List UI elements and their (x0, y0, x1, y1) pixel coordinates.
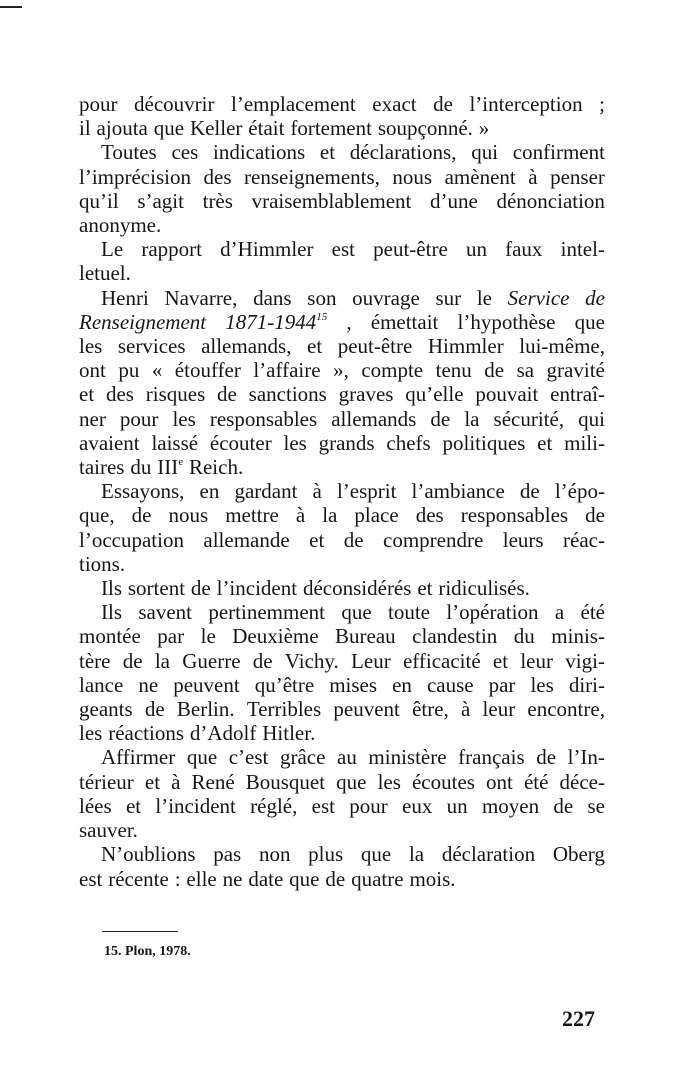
text-line (79, 770, 605, 794)
word: été (523, 769, 549, 794)
word: letuel. (79, 261, 131, 286)
word: récente (108, 866, 169, 891)
word: et (144, 769, 161, 794)
word: Deuxième (232, 624, 319, 649)
word: à (295, 503, 306, 528)
word: leurs (502, 527, 544, 552)
text-line (79, 286, 605, 310)
word: compte (361, 358, 424, 383)
word: Essayons, (101, 479, 185, 504)
text-line (79, 624, 605, 648)
word: Service (507, 285, 570, 310)
word: Hitler. (262, 721, 316, 746)
word: vigi- (565, 648, 605, 673)
word: sanctions (248, 382, 327, 407)
word: et (492, 648, 509, 673)
text-line (79, 528, 605, 552)
word: que (341, 600, 372, 625)
word: de (536, 745, 557, 770)
word: peuvent (173, 672, 240, 697)
word: térieur (79, 769, 134, 794)
word: de (252, 648, 273, 673)
word: plus (308, 842, 344, 867)
word: René (191, 769, 235, 794)
text-line (79, 721, 605, 745)
word: l’imprécision (79, 164, 191, 189)
word: gravité (546, 358, 605, 383)
word: de (433, 92, 453, 116)
word: peut-être (373, 237, 448, 262)
word: entraî- (550, 382, 605, 407)
word: à (528, 164, 538, 189)
word: 1871-1944$^{15}$ (225, 309, 328, 334)
word: pouvait (475, 382, 539, 407)
word: l’opération (446, 600, 539, 625)
word: les (172, 406, 196, 431)
word: allemands, (201, 334, 292, 359)
word: la (322, 503, 338, 528)
word: la (154, 648, 170, 673)
word: Reich. (188, 455, 244, 480)
word: réglé, (250, 793, 298, 818)
word: tions. (79, 551, 126, 576)
word: sa (516, 358, 535, 383)
word: étouffer (174, 358, 241, 383)
text-line (79, 745, 605, 769)
word: Guerre (182, 648, 241, 673)
word: de (144, 697, 165, 722)
word: par (157, 624, 185, 649)
text-line (79, 697, 605, 721)
word: en (392, 672, 412, 697)
word: et (309, 527, 325, 552)
word: l’In- (567, 745, 605, 770)
word: elle (186, 866, 217, 891)
word: écoutes (411, 769, 475, 794)
word: émettait (370, 309, 439, 334)
word: qu’elle (405, 382, 464, 407)
word: » (478, 116, 490, 141)
word: allemande (203, 527, 290, 552)
word: pour (119, 406, 159, 431)
footnote: 15. Plon, 1978. (104, 944, 191, 959)
superscript: 15 (316, 310, 328, 323)
word: est (79, 866, 103, 891)
page-corner-mark (0, 6, 22, 8)
word: l’ambiance (411, 479, 505, 504)
word: », (333, 358, 349, 383)
word: ouvrage (352, 285, 420, 310)
word: sur (435, 285, 462, 310)
word: peuvent (333, 697, 400, 722)
word: il (79, 116, 91, 141)
word: ministère (368, 745, 447, 770)
word: à (312, 479, 322, 504)
word: de (343, 527, 364, 552)
text-line (79, 576, 605, 600)
text-line (79, 261, 605, 285)
word: Vichy. (284, 648, 339, 673)
text-line (79, 213, 605, 237)
word: politiques (442, 430, 526, 455)
word: risques (145, 382, 206, 407)
word: mois. (409, 866, 456, 891)
word: être, (412, 697, 449, 722)
word: renseignements, (244, 164, 380, 189)
word: des (203, 164, 232, 189)
word: grands (318, 430, 375, 455)
word: de (217, 382, 237, 407)
word: de (585, 285, 605, 310)
word: Terribles (246, 697, 322, 722)
text-line (79, 867, 605, 891)
text-line (79, 310, 605, 334)
word: peut-être (337, 334, 413, 359)
word: un (465, 237, 487, 262)
word: ; (599, 92, 605, 116)
word: lance (79, 672, 124, 697)
word: la (464, 406, 480, 431)
word: responsables (460, 503, 569, 528)
word: très (202, 188, 233, 213)
word: encontre, (527, 697, 605, 722)
footnote-rule (102, 931, 178, 932)
word: lui-même, (519, 334, 605, 359)
text-line (79, 479, 605, 503)
superscript: e (178, 456, 184, 469)
word: Leur (351, 648, 391, 673)
word: ner (79, 406, 106, 431)
word: dans (253, 285, 292, 310)
word: d’une (430, 188, 478, 213)
word: ajouta (96, 116, 148, 141)
word: ces (171, 140, 199, 165)
word: que (360, 842, 392, 867)
word: Renseignement (79, 309, 207, 334)
word: montée (79, 624, 141, 649)
word: d’Adolf (189, 721, 257, 746)
word: de (585, 503, 605, 528)
word: Affirmer (101, 745, 176, 770)
word: intel- (560, 237, 605, 262)
word: que (336, 769, 367, 794)
word: du (130, 455, 152, 480)
word: exact (372, 92, 417, 116)
word: anonyme. (79, 213, 162, 238)
word: déce- (559, 769, 605, 794)
word: dénonciation (496, 188, 605, 213)
word: « (151, 358, 163, 383)
word: Himmler (427, 334, 504, 359)
word: Oberg (552, 842, 605, 867)
word: Keller (189, 116, 243, 141)
word: l’épo- (554, 479, 605, 504)
word: tenu (435, 358, 472, 383)
word: tère (79, 648, 111, 673)
word: de (430, 406, 451, 431)
word: que (574, 309, 605, 334)
word: grâce (279, 745, 326, 770)
word: non (258, 842, 291, 867)
word: eux (402, 793, 433, 818)
word: Henri (101, 285, 149, 310)
text-line (79, 842, 605, 866)
word: de (190, 576, 211, 601)
word: Bureau (335, 624, 396, 649)
word: et (307, 334, 323, 359)
word: que (289, 866, 320, 891)
word: c’est (228, 745, 269, 770)
word: déclarations, (349, 140, 457, 165)
word: minis- (551, 624, 605, 649)
word: responsables (209, 406, 318, 431)
word: services (117, 334, 186, 359)
word: et (125, 793, 142, 818)
word: chefs (386, 430, 431, 455)
word: pertinemment (208, 600, 325, 625)
word: l’esprit (336, 479, 397, 504)
word: de (131, 503, 152, 528)
word: penser (550, 164, 605, 189)
word: au (337, 745, 357, 770)
text-line (79, 503, 605, 527)
word: est (331, 237, 355, 262)
word: se (587, 793, 605, 818)
word: mettre (225, 503, 279, 528)
word: a (554, 600, 565, 625)
text-line (79, 794, 605, 818)
text-line (79, 237, 605, 261)
word: nous (392, 164, 433, 189)
word: : (174, 866, 181, 891)
word: de (553, 793, 574, 818)
word: ne (222, 866, 243, 891)
word: était (248, 116, 285, 141)
word: quatre (351, 866, 404, 891)
text-line (79, 649, 605, 673)
word: réac- (563, 527, 605, 552)
word: taires (79, 455, 125, 480)
word: les (377, 769, 401, 794)
word: Le (101, 237, 124, 262)
word: ont (486, 769, 513, 794)
word: vraisemblablement (251, 188, 412, 213)
word: fortement (290, 116, 372, 141)
word: les (79, 721, 103, 746)
word: date (248, 866, 284, 891)
word: d’Himmler (220, 237, 314, 262)
body-text (79, 92, 605, 891)
word: faux (505, 237, 543, 262)
word: l’incident (216, 576, 298, 601)
word: qu’être (254, 672, 315, 697)
word: à (171, 769, 181, 794)
word: indications (213, 140, 306, 165)
word: qui (578, 406, 605, 431)
word: savent (138, 600, 192, 625)
word: un (446, 793, 468, 818)
word: geants (79, 697, 133, 722)
word: graves (338, 382, 394, 407)
word: , (346, 309, 352, 334)
text-line (79, 382, 605, 406)
word: leur (482, 697, 516, 722)
word: pu (118, 358, 140, 383)
word: qui (471, 140, 499, 165)
word: et (319, 140, 336, 165)
text-line (79, 165, 605, 189)
word: toute (388, 600, 430, 625)
word: en (199, 479, 220, 504)
text-line (79, 189, 605, 213)
word: des (105, 382, 134, 407)
word: les (79, 334, 103, 359)
word: allemands (331, 406, 417, 431)
word: Berlin. (176, 697, 235, 722)
word: de (325, 866, 346, 891)
word: avaient (79, 430, 140, 455)
page-number: 227 (562, 1006, 595, 1031)
word: de (484, 358, 505, 383)
word: l’emplacement (231, 92, 356, 116)
word: ne (138, 672, 159, 697)
word: l’incident (155, 793, 236, 818)
word: s’agit (137, 188, 184, 213)
text-line (79, 431, 605, 455)
word: pas (213, 842, 242, 867)
word: est (311, 793, 335, 818)
word: leur (520, 648, 553, 673)
word: que (186, 745, 218, 770)
word: les (283, 430, 307, 455)
word: Toutes (101, 140, 157, 165)
word: et (79, 382, 95, 407)
word: Bousquet (245, 769, 326, 794)
text-line (79, 818, 605, 842)
text-line (79, 140, 605, 164)
word: des (415, 503, 444, 528)
word: de (122, 648, 143, 673)
word: par (488, 672, 516, 697)
text-line (79, 455, 605, 479)
word: français (458, 745, 525, 770)
word: que (153, 116, 185, 141)
text-line (79, 600, 605, 624)
word: son (307, 285, 337, 310)
word: Ils (101, 576, 122, 601)
text-line (79, 92, 605, 116)
word: et (417, 576, 433, 601)
word: pour (349, 793, 388, 818)
word: Navarre, (164, 285, 238, 310)
word: à (461, 697, 471, 722)
word: réactions (108, 721, 184, 746)
word: efficacité (402, 648, 481, 673)
word: sauver. (79, 818, 138, 843)
text-line (79, 116, 605, 140)
word: place (354, 503, 399, 528)
word: les (530, 672, 554, 697)
word: mili- (564, 430, 605, 455)
text-line (79, 552, 605, 576)
word: de (519, 479, 540, 504)
word: sécurité, (493, 406, 565, 431)
word: nous (168, 503, 209, 528)
word: comprendre (383, 527, 484, 552)
word: soupçonné. (377, 116, 473, 141)
word: amènent (444, 164, 516, 189)
word: le (200, 624, 216, 649)
word: moyen (481, 793, 540, 818)
word: clandestin (412, 624, 498, 649)
word: l’occupation (79, 527, 184, 552)
word: déconsidérés (302, 576, 412, 601)
word: déclaration (441, 842, 536, 867)
text-line (79, 407, 605, 431)
word: confirment (512, 140, 605, 165)
word: cause (426, 672, 474, 697)
word: N’oublions (101, 842, 196, 867)
word: du (513, 624, 535, 649)
word: Ils (101, 600, 122, 625)
word: rapport (141, 237, 202, 262)
word: lées (79, 793, 112, 818)
word: sortent (127, 576, 186, 601)
word: gardant (234, 479, 298, 504)
word: écouter (209, 430, 272, 455)
word: l’affaire (253, 358, 321, 383)
word: découvrir (134, 92, 215, 116)
text-line (79, 358, 605, 382)
word: diri- (568, 672, 605, 697)
word: qu’il (79, 188, 119, 213)
word: l’hypothèse (457, 309, 556, 334)
word: et (537, 430, 553, 455)
word: ridiculisés. (438, 576, 530, 601)
text-line (79, 673, 605, 697)
word: mises (329, 672, 378, 697)
word: laissé (151, 430, 199, 455)
word: le (476, 285, 492, 310)
word: pour (79, 92, 118, 116)
word: que, (79, 503, 115, 528)
word: été (580, 600, 605, 625)
text-line (79, 334, 605, 358)
word: IIIe (157, 455, 184, 480)
word: ont (79, 358, 106, 383)
word: l’interception (469, 92, 583, 116)
word: la (408, 842, 425, 867)
